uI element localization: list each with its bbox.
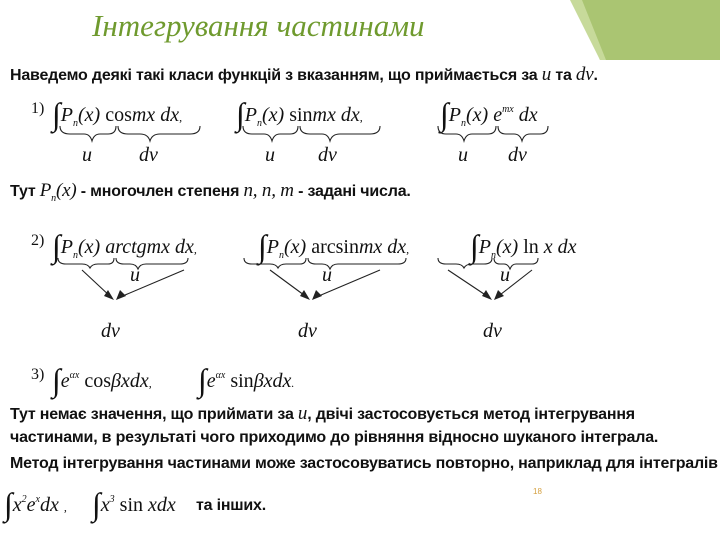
formula-part: (x) [495, 236, 519, 258]
formula-part: , двічі застосовується метод інтегрування [307, 406, 635, 423]
arrow-1b [118, 270, 184, 298]
formula-part: sin [119, 494, 143, 516]
formula-part: - многочлен степеня [80, 183, 240, 200]
formula-part: (x) [77, 236, 101, 258]
intro-end: . [593, 67, 598, 84]
formula-part: n [490, 250, 496, 261]
formula-part: mx [131, 104, 156, 126]
formula-part: e [26, 494, 36, 516]
formula-part: dx [174, 236, 194, 258]
formula-part: , [63, 500, 67, 514]
integral-sign: ∫ [258, 228, 267, 264]
formula-part: e [493, 104, 503, 126]
row1-dv-label-2: dv [318, 144, 337, 166]
row2-dv-label-2: dv [298, 320, 317, 342]
formula-part: sin [289, 104, 313, 126]
formula-part: dx [160, 104, 180, 126]
integral-sign: ∫ [52, 96, 61, 132]
formula-part: , [359, 110, 363, 124]
row1-dv-label-3: dv [508, 144, 527, 166]
formula-part: , [179, 110, 183, 124]
formula-part: βxdx [253, 370, 292, 392]
formula-part: e [60, 370, 70, 392]
row1-number: 1) [31, 100, 45, 117]
formula-part: n [256, 118, 262, 129]
page-number: 18 [533, 487, 542, 496]
formula-part: (x) [77, 104, 101, 126]
integral-sign: ∫ [4, 486, 13, 522]
formula-part: dx [387, 236, 407, 258]
underbrace-row2-2b [308, 258, 406, 269]
formula-part: arcsin [311, 236, 359, 258]
formula-part: αx [69, 370, 80, 381]
slide-title: Інтегрування частинами [92, 8, 425, 43]
integral-sign: ∫ [52, 228, 61, 264]
row2-u-label-3: u [500, 264, 510, 286]
row1-u-label-1: u [82, 144, 92, 166]
brace-group [104, 290, 504, 300]
integral-sign: ∫ [198, 362, 207, 398]
formula-part: P [60, 236, 73, 258]
formula-part: , [148, 376, 152, 390]
integral-sign: ∫ [470, 228, 479, 264]
arrowhead-3a [482, 290, 492, 300]
formula-part: dx [557, 236, 577, 258]
formula-part: mx [312, 104, 336, 126]
intro-text: Наведемо деякі такі класи функцій з вказанням, що приймається за [10, 67, 538, 84]
formula-part: P [244, 104, 257, 126]
formula-part: xdx [148, 494, 176, 516]
underbrace-row2-3b [494, 258, 538, 269]
formula-part: mx [502, 104, 514, 115]
formula-part: n, n, m [243, 180, 294, 201]
formula-part: ln [523, 236, 539, 258]
formula-part: , [406, 242, 410, 256]
underbrace-u-2 [243, 126, 298, 141]
formula-part: (x) [55, 180, 77, 201]
formula-part: n [460, 118, 466, 129]
underbrace-row2-1b [116, 258, 188, 269]
formula-part: 3 [109, 494, 115, 505]
underbrace-dv-1 [118, 126, 200, 141]
formula-part: P [60, 104, 73, 126]
underbrace-row2-2a [244, 258, 306, 268]
arrowhead-2a [300, 290, 310, 300]
formula-part: x [35, 494, 40, 505]
row1-dv-label-1: dv [139, 144, 158, 166]
underbrace-row2-1a [58, 258, 114, 268]
formula-part: , [193, 242, 197, 256]
row2-u-label-1: u [130, 264, 140, 286]
underbrace-row2-3a [438, 258, 492, 268]
formula-part: 2 [21, 494, 27, 505]
formula-part: αx [215, 370, 226, 381]
integral-sign: ∫ [92, 486, 101, 522]
underbrace-dv-2 [300, 126, 380, 141]
para-line-2: частинами, в результаті чого приходимо до рівняння відносно шуканого інтеграла. [10, 429, 659, 446]
intro-u: u [541, 64, 552, 85]
brace-group [55, 126, 548, 298]
formula-part: Тут немає значення, що приймати за [10, 406, 294, 423]
formula-part: x [12, 494, 22, 516]
formula-part: - задані числа. [298, 183, 411, 200]
examples-tail: та інших. [196, 497, 267, 514]
row2-dv-label-3: dv [483, 320, 502, 342]
formula-part: (x) [465, 104, 489, 126]
formula-part: u [297, 403, 308, 424]
underbrace-dv-3 [498, 126, 548, 141]
row3-number: 3) [31, 366, 45, 383]
arrowhead-3b [494, 290, 504, 300]
formula-part: P [266, 236, 279, 258]
formula-part: mx [358, 236, 383, 258]
row1-u-label-3: u [458, 144, 468, 166]
formula-part: dx [518, 104, 538, 126]
formula-part: (x) [283, 236, 307, 258]
formula-part: sin [230, 370, 254, 392]
formula-part: dx [340, 104, 360, 126]
formula-part: n [51, 193, 56, 204]
formula-part: n [72, 250, 78, 261]
formula-part: cos [84, 370, 112, 392]
integral-sign: ∫ [52, 362, 61, 398]
formula-part: P [448, 104, 461, 126]
intro-and: та [555, 67, 572, 84]
intro-dv: dv [575, 64, 594, 85]
underbrace-u-3 [438, 126, 496, 141]
arrowhead-1b [116, 290, 126, 300]
formula-part: . [291, 376, 295, 390]
formula-part: (x) [261, 104, 285, 126]
underbrace-u-1 [60, 126, 116, 141]
formula-part: P [478, 236, 491, 258]
row2-dv-label-1: dv [101, 320, 120, 342]
formula-part: n [72, 118, 78, 129]
para-line-3: Метод інтегрування частинами може застосовуватись повторно, наприклад для інтегралів [10, 455, 718, 472]
formula-part: x [543, 236, 553, 258]
row1-u-label-2: u [265, 144, 275, 166]
row2-number: 2) [31, 232, 45, 249]
arrowhead-2b [312, 290, 322, 300]
formula-part: Тут [10, 183, 36, 200]
formula-part: arctgmx [105, 236, 170, 258]
formula-part: βxdx [111, 370, 149, 392]
arrow-2b [314, 270, 380, 298]
formula-part: P [39, 180, 52, 201]
formula-part: cos [105, 104, 132, 126]
formula-part: e [206, 370, 216, 392]
integral-sign: ∫ [236, 96, 245, 132]
row2-u-label-2: u [322, 264, 332, 286]
formula-part: dx [40, 494, 59, 516]
formula-part: n [278, 250, 284, 261]
formula-part: x [100, 494, 110, 516]
integral-sign: ∫ [440, 96, 449, 132]
